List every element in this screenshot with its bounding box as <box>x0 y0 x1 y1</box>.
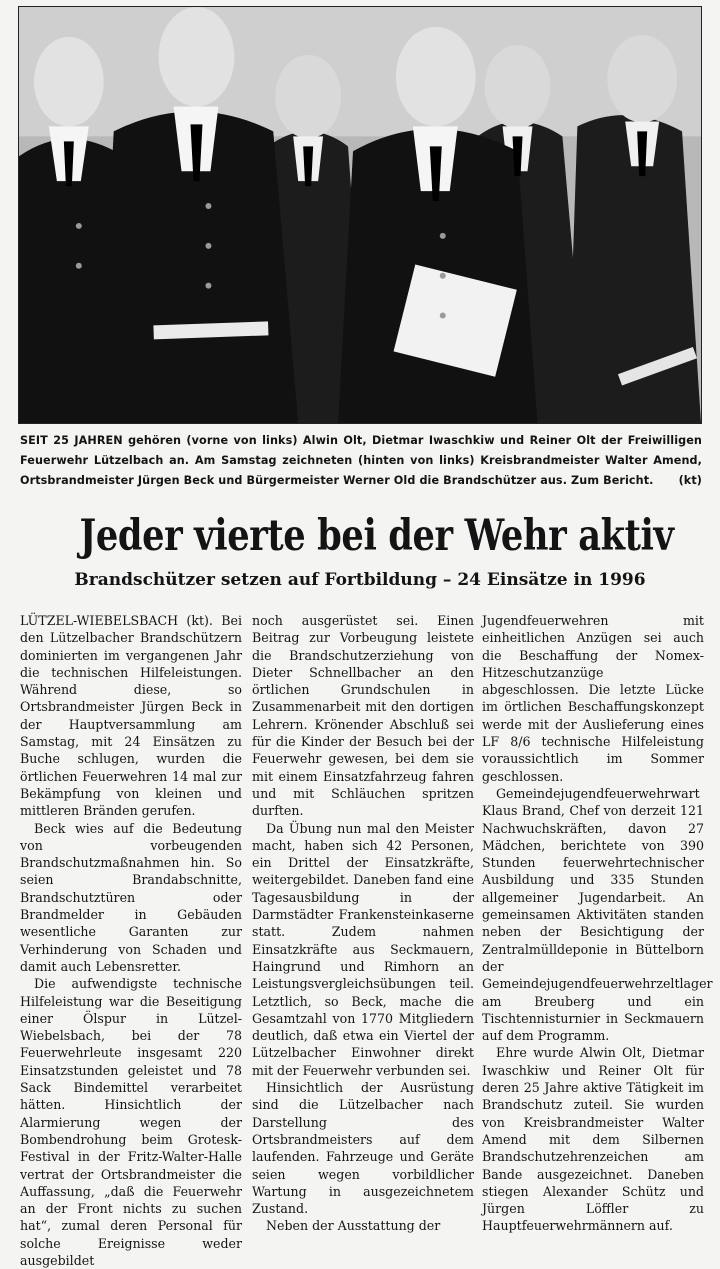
article-column-1 <box>20 612 242 1269</box>
article-column-2 <box>252 612 474 1235</box>
photo-caption-credit: (kt) <box>678 474 702 487</box>
photo-caption <box>20 431 702 491</box>
headline: Jeder vierte bei der Wehr aktiv <box>79 511 674 561</box>
paragraph: Beck wies auf die Bedeutung von vorbeugenden Brandschutzmaßnahmen hin. So seien Brandabschnitte, Brandschutztüren oder Brandmelder in Gebäuden wesentliche Garanten zur Verhinderung von Schaden und damit auch Lebensretter. <box>20 820 242 974</box>
group-photo-illustration <box>19 7 701 423</box>
paragraph: Gemeindejugendfeuerwehrwart Klaus Brand, Chef von derzeit 121 Nachwuchskräften, davon 27 Mädchen, berichtete von 390 Stunden feuerwehrtechnischer Ausbildung und 335 Stunden allgemeiner Jugendarbeit. An gemeinsamen Aktivitäten standen neben der Besichtigung der Zentralmülldeponie in Büttelborn der Gemeindejugendfeuerwehrzeltlager am Breuberg und ein Tischtennisturnier in Seckmauern auf dem Programm. <box>482 785 713 1044</box>
paragraph: Da Übung nun mal den Meister macht, haben sich 42 Personen, ein Drittel der Einsatzkräfte, weitergebildet. Daneben fand eine Tagesausbildung in der Darmstädter Frankensteinkaserne statt. Zudem nahmen Einsatzkräfte aus Seckmauern, Haingrund und Rimhorn an Leistungsvergleichsübungen teil. Letztlich, so Beck, mache die Gesamtzahl von 1770 Mitgliedern deutlich, daß etwa ein Viertel der Lützelbacher Einwohner direkt mit der Feuerwehr verbunden sei. <box>252 820 474 1078</box>
paragraph: Hinsichtlich der Ausrüstung sind die Lützelbacher nach Darstellung des Ortsbrandmeisters auf dem laufenden. Fahrzeuge und Geräte seien wegen vorbildlicher Wartung in ausgezeichnetem Zustand. <box>252 1080 474 1217</box>
paragraph: Jugendfeuerwehren mit einheitlichen Anzügen sei auch die Beschaffung der Nomex-Hitzeschutzanzüge abgeschlossen. Die letzte Lücke im örtlichen Beschaffungskonzept werde mit der Auslieferung eines LF 8/6 technische Hilfeleistung voraussichtlich im Sommer geschlossen. <box>482 613 704 784</box>
photo-caption-text: SEIT 25 JAHREN gehören (vorne von links) Alwin Olt, Dietmar Iwaschkiw und Reiner Olt der Freiwilligen Feuerwehr Lützelbach an. Am Samstag zeichneten (hinten von links) Kreisbrandmeister Walter Amend, Ortsbrandmeister Jürgen Beck und Bürgermeister Werner Old die Brandschützer aus. Zum Bericht. <box>20 434 702 487</box>
article-column-3 <box>482 612 713 1235</box>
paragraph: Neben der Ausstattung der <box>266 1218 441 1234</box>
paragraph: Die aufwendigste technische Hilfeleistung war die Beseitigung einer Ölspur in Lützel-Wiebelsbach, bei der 78 Feuerwehrleute insgesamt 220 Einsatzstunden geleistet und 78 Sack Bindemittel verarbeitet hätten. Hinsichtlich der Alarmierung wegen der Bombendrohung beim Grotesk-Festival in der Fritz-Walter-Halle vertrat der Ortsbrandmeister die Auffassung, „daß die Feuerwehr an der Front nichts zu suchen hat“, zumal deren Personal für solche Ereignisse weder ausgebildet <box>20 976 242 1268</box>
subheadline: Brandschützer setzen auf Fortbildung – 24 Einsätze in 1996 <box>74 570 646 590</box>
paragraph: LÜTZEL-WIEBELSBACH (kt). Bei den Lützelbacher Brandschützern dominierten im vergangenen Jahr die technischen Hilfeleistungen. Während diese, so Ortsbrandmeister Jürgen Beck in der Hauptversammlung am Samstag, mit 24 Einsätzen zu Buche schlugen, wurden die örtlichen Feuerwehren 14 mal zur Bekämpfung von kleinen und mittleren Bränden gerufen. <box>20 613 242 819</box>
group-photo <box>18 6 702 424</box>
paragraph: noch ausgerüstet sei. Einen Beitrag zur Vorbeugung leistete die Brandschutzerziehung von Dieter Schnellbacher an den örtlichen Grundschulen in Zusammenarbeit mit den dortigen Lehrern. Krönender Abschluß sei für die Kinder der Besuch bei der Feuerwehr gewesen, bei dem sie mit einem Einsatzfahrzeug fahren und mit Schläuchen spritzen durften. <box>252 613 474 819</box>
paragraph: Ehre wurde Alwin Olt, Dietmar Iwaschkiw und Reiner Olt für deren 25 Jahre aktive Tätigkeit im Brandschutz zuteil. Sie wurden von Kreisbrandmeister Walter Amend mit dem Silbernen Brandschutzehrenzeichen am Bande ausgezeichnet. Daneben stiegen Alexander Schütz und Jürgen Löffler zu Hauptfeuerwehrmännern auf. <box>482 1045 704 1234</box>
